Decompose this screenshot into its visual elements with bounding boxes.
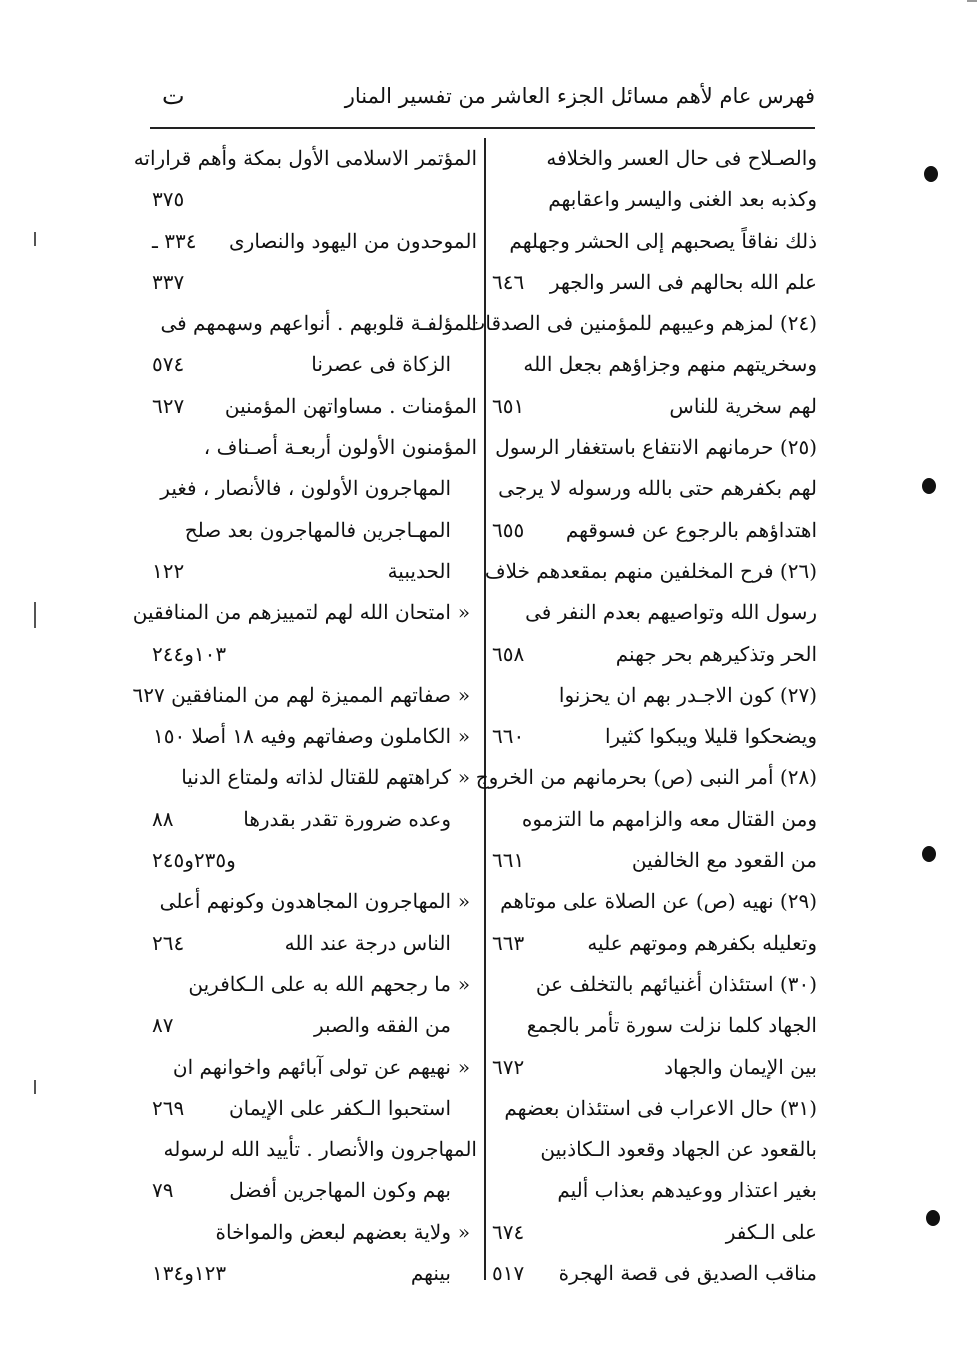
entry-text: الزكاة فى عصرنا <box>311 352 451 377</box>
page-ref: ٦٦٠ <box>492 724 525 749</box>
page-ref: و٢٣٥و٢٤٥ <box>152 848 236 873</box>
margin-tick-2 <box>34 602 36 628</box>
index-line <box>492 592 817 633</box>
index-line <box>492 634 817 675</box>
entry-text: رسول الله وتواصيهم بعدم النفر فى <box>525 600 817 625</box>
entry-text: من الفقه والصبر <box>314 1013 451 1038</box>
left-column <box>132 138 477 1294</box>
index-line <box>492 221 817 262</box>
ditto-mark: « <box>457 971 471 996</box>
index-line <box>152 634 477 675</box>
index-line <box>152 221 477 262</box>
index-line <box>152 964 477 1005</box>
margin-mark-4 <box>926 1210 940 1226</box>
entry-text: بالقعود عن الجهاد وقعود الـكاذبين <box>540 1137 817 1162</box>
entry-text: ما رجحهم الله به على الـكافرين <box>188 971 451 996</box>
page-ref: ٦٦٣ <box>492 930 525 955</box>
ditto-mark: « <box>457 600 471 625</box>
page-ref: ٦٧٢ <box>492 1054 525 1079</box>
margin-mark-1 <box>924 166 938 182</box>
entry-text: ولاية بعضهم لبعض والمواخاة <box>215 1219 451 1244</box>
page-ref: ٦٧٤ <box>492 1219 525 1244</box>
entry-text: لهم بكفرهم حتى بالله ورسوله لا يرجى <box>498 476 817 501</box>
entry-text: والصـلاح فى حال العسر والخلافه <box>546 146 817 170</box>
page-ref: ١٢٢ <box>152 558 185 583</box>
entry-text: (٢٥) حرمانهم الانتفاع باستغفار الرسول <box>495 435 817 460</box>
index-line <box>152 716 477 757</box>
page-ref: ٦٥٨ <box>492 641 525 666</box>
entry-text: لهم سخرية للناس <box>669 393 817 418</box>
index-line <box>152 510 477 551</box>
index-line <box>492 344 817 385</box>
index-line <box>152 1047 477 1088</box>
entry-text: المهـاجرين فالمهاجرون بعد صلح <box>184 517 451 542</box>
index-line <box>132 592 477 633</box>
index-line <box>152 468 477 509</box>
entry-text: (٢٤) لمزهم وعيبهم للمؤمنين فى الصدقات <box>466 311 817 336</box>
ditto-mark: « <box>457 889 471 914</box>
index-line <box>152 1088 477 1129</box>
index-line <box>492 386 817 427</box>
entry-text: الناس درجة عند الله <box>284 930 451 955</box>
entry-text: المؤتمر الاسلامى الأول بمكة وأهم قراراته <box>133 146 477 170</box>
index-line <box>484 551 817 592</box>
header-title: فهرس عام لأهم مسائل الجزء العاشر من تفسير المنار <box>344 84 815 108</box>
index-line <box>152 799 477 840</box>
page-ref: ١٢٣و١٣٤ <box>152 1261 227 1286</box>
ditto-mark: « <box>457 765 471 790</box>
index-line <box>466 303 817 344</box>
entry-text: اهتداؤهم بالرجوع عن فسوقهم <box>565 517 817 542</box>
index-line <box>492 799 817 840</box>
index-line <box>492 138 817 179</box>
index-line <box>492 1005 817 1046</box>
index-line <box>152 344 477 385</box>
entry-text: المؤلفـة قلوبهم . أنواعهم وسهمهم فى <box>160 311 477 336</box>
index-line <box>152 262 477 303</box>
entry-text: وعده ضرورة تقدر بقدرها <box>243 806 451 831</box>
entry-text: علم الله بحالهم فى السر والجهر <box>549 269 817 294</box>
page-ref: ٦٢٧ <box>152 393 185 418</box>
page-ref: ٥٧٤ <box>152 352 185 377</box>
entry-text: وتعليله بكفرهم وموتهم عليه <box>587 930 817 955</box>
index-line <box>492 1212 817 1253</box>
index-line <box>152 1170 477 1211</box>
entry-text: (٢٨) أمر النبى (ص) بحرمانهم من الخروج <box>475 765 817 790</box>
entry-text: المهاجرون والأنصار . تأييد الله لرسوله <box>163 1137 477 1162</box>
page-ref: ٣٧٥ <box>152 187 185 212</box>
index-line <box>492 716 817 757</box>
ditto-mark: « <box>457 1219 471 1244</box>
page-ref: ٦٤٦ <box>492 269 525 294</box>
page-ref: ٣٣٧ <box>152 269 185 294</box>
index-line <box>475 757 817 798</box>
entry-text: (٣٠) استئذان أغنيائهم بالتخلف عن <box>535 971 817 996</box>
index-line <box>492 1088 817 1129</box>
margin-mark-3 <box>922 846 936 862</box>
entry-text: صفاتهم المميزة لهم من المنافقين ٦٢٧ <box>132 682 451 707</box>
entry-text: كراهتهم للقتال لذاته ولمتاع الدنيا <box>181 765 451 790</box>
margin-tick-1 <box>34 232 36 246</box>
entry-text: بينهم <box>410 1261 451 1286</box>
page-ref: ٣٣٤ ـ <box>152 228 197 253</box>
page-ref: ٦٥٥ <box>492 517 525 542</box>
entry-text: الحديبية <box>387 558 451 583</box>
page-ref: ٧٩ <box>152 1178 174 1203</box>
index-line <box>152 1129 477 1170</box>
entry-text: امتحان الله لهم لتمييزهم من المنافقين <box>132 600 451 625</box>
index-line <box>152 840 477 881</box>
index-line <box>492 1170 817 1211</box>
page-ref: ٢٦٤ <box>152 930 185 955</box>
index-line <box>152 757 477 798</box>
index-line <box>492 881 817 922</box>
index-line <box>152 303 477 344</box>
index-line <box>492 923 817 964</box>
ditto-mark: « <box>457 682 471 707</box>
page-ref: ٦٥١ <box>492 393 525 418</box>
index-line <box>492 675 817 716</box>
entry-text: (٢٦) فرح المخلفين منهم بمقعدهم خلاف <box>484 558 817 583</box>
index-line <box>152 923 477 964</box>
page-header <box>150 78 815 122</box>
page-ref: ٨٧ <box>152 1013 174 1038</box>
index-line <box>492 262 817 303</box>
entry-text: وسخريتهم منهم وجزاؤهم بجعل الله <box>523 352 817 377</box>
index-line <box>152 1212 477 1253</box>
index-line <box>152 179 477 220</box>
entry-text: المهاجرون المجاهدون وكونهم أعلى <box>159 889 451 914</box>
entry-text: نهيهم عن تولى آبائهم واخوانهم ان <box>172 1054 451 1079</box>
page-ref: ٥١٧ <box>492 1261 525 1286</box>
index-line <box>132 675 477 716</box>
index-line <box>492 1129 817 1170</box>
index-line <box>492 179 817 220</box>
entry-text: على الـكفر <box>725 1219 817 1244</box>
entry-text: ذلك نفاقاً يصحبهم إلى الحشر وجهلهم <box>509 228 817 253</box>
entry-text: بهم وكون المهاجرين أفضل <box>229 1178 451 1203</box>
entry-text: مناقب الصديق فى قصة الهجرة <box>558 1261 817 1286</box>
entry-text: الجهاد كلما نزلت سورة تأمر بالجمع <box>526 1013 817 1038</box>
entry-text: الكاملون وصفاتهم وفيه ١٨ أصلا ١٥٠ <box>152 724 451 749</box>
entry-text: المؤمنات . مساواتهن المؤمنين <box>224 393 477 418</box>
margin-mark-2 <box>922 478 936 494</box>
index-line <box>152 1005 477 1046</box>
entry-text: بين الإيمان والجهاد <box>664 1054 817 1079</box>
entry-text: بغير اعتذار ووعيدهم بعذاب أليم <box>557 1178 817 1203</box>
page-ref: ٦٦١ <box>492 848 525 873</box>
entry-text: وكذبه بعد الغنى واليسر واعقابهم <box>548 187 817 212</box>
entry-text: (٣١) حال الاعراب فى استئذان بعضهم <box>504 1095 817 1120</box>
ditto-mark: « <box>457 724 471 749</box>
index-line <box>492 840 817 881</box>
index-line <box>492 1047 817 1088</box>
index-line <box>492 1253 817 1294</box>
page-ref: ٨٨ <box>152 806 174 831</box>
header-rule <box>150 127 815 129</box>
index-line <box>152 386 477 427</box>
entry-text: ويضحكوا قليلا ويبكوا كثيرا <box>604 724 817 749</box>
margin-tick-3 <box>34 1080 36 1094</box>
index-line <box>492 964 817 1005</box>
index-line <box>133 138 477 179</box>
page-number: ت <box>162 82 185 110</box>
index-line <box>152 427 477 468</box>
index-line <box>152 881 477 922</box>
entry-text: المهاجرون الأولون ، فالأنصار ، فغير <box>160 476 451 501</box>
entry-text: (٢٩) نهيه (ص) عن الصلاة على موتاهم <box>500 889 817 914</box>
entry-text: ومن القتال معه والزامهم ما التزموه <box>521 806 817 831</box>
page-ref: ٢٦٩ <box>152 1095 185 1120</box>
index-line <box>492 427 817 468</box>
entry-text: المؤمنون الأولون أربعـة أصـناف ، <box>203 435 477 460</box>
entry-text: الحر وتذكيرهم بحر جهنم <box>615 641 817 666</box>
corner-mark <box>967 0 977 12</box>
index-line <box>492 468 817 509</box>
ditto-mark: « <box>457 1054 471 1079</box>
page-ref: ١٠٣و٢٤٤ <box>152 641 227 666</box>
entry-text: الموحدون من اليهود والنصارى <box>229 228 477 253</box>
right-column <box>466 138 817 1294</box>
index-line <box>152 1253 477 1294</box>
entry-text: استحبوا الـكفر على الإيمان <box>228 1095 451 1120</box>
index-line <box>152 551 477 592</box>
index-line <box>492 510 817 551</box>
entry-text: من القعود مع الخالفين <box>631 848 817 873</box>
entry-text: (٢٧) كون الاجـدر بهم ان يحزنوا <box>558 682 817 707</box>
